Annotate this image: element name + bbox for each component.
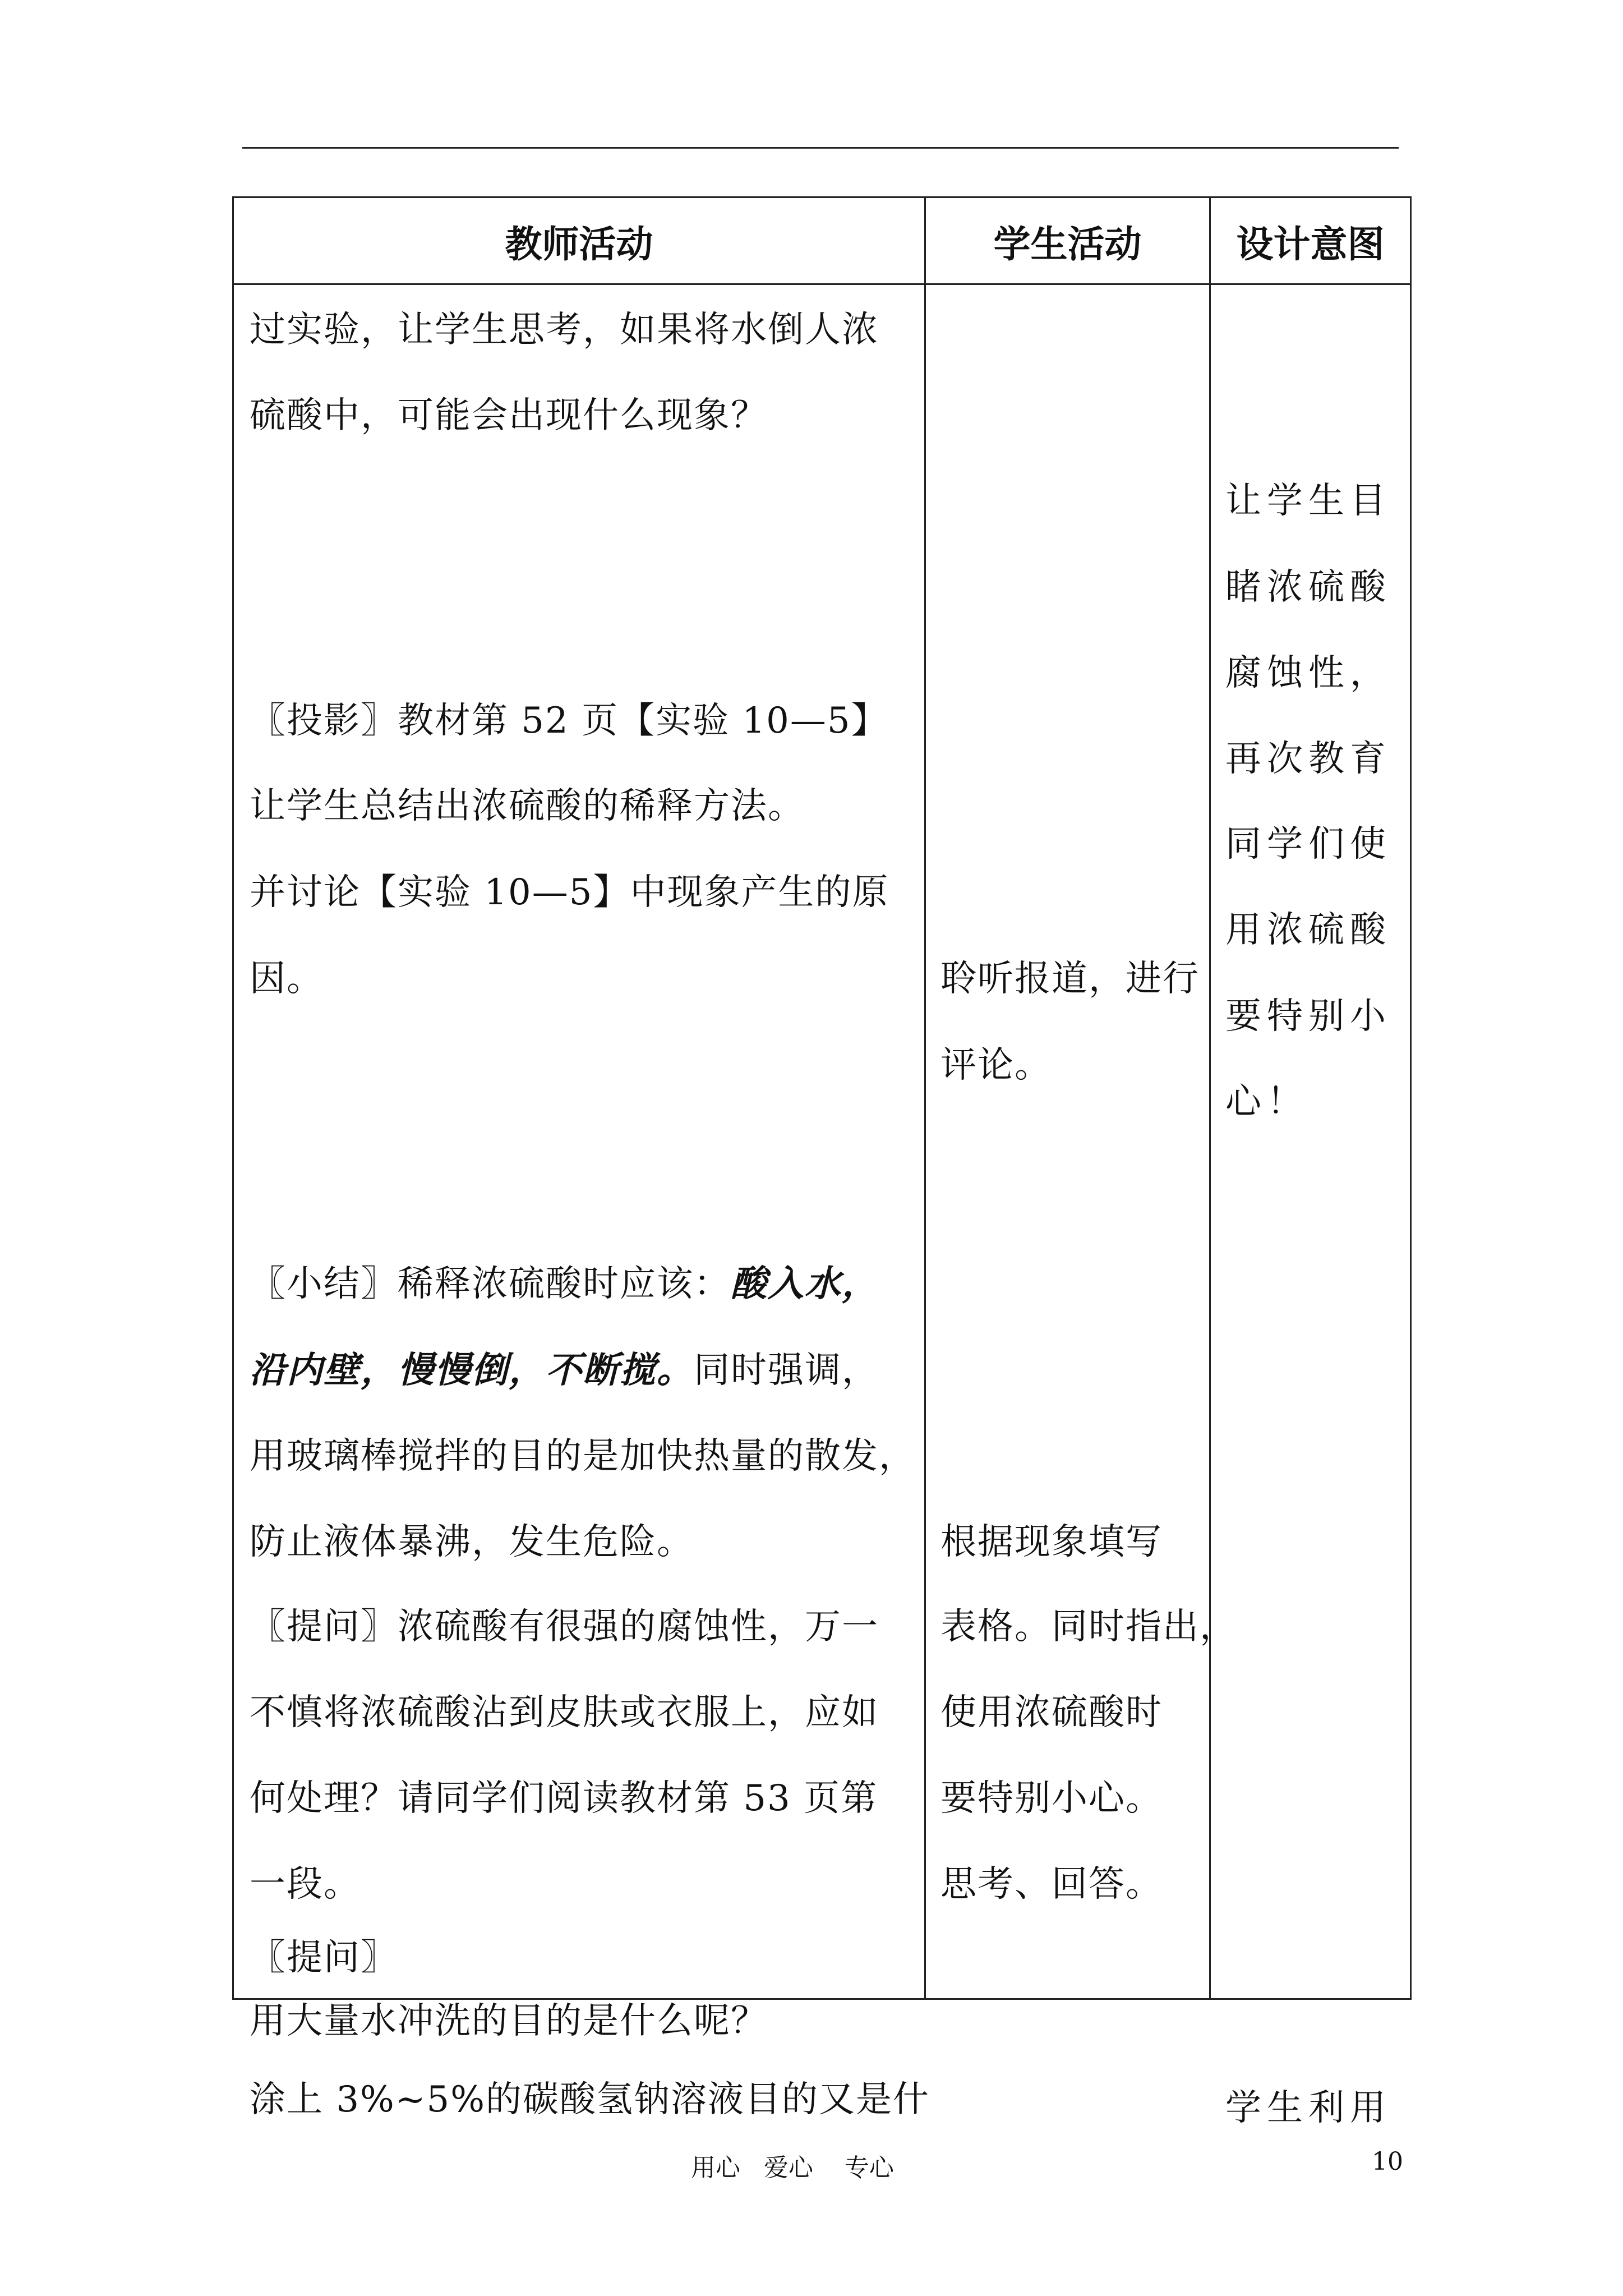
teacher-line: 不慎将浓硫酸沾到皮肤或衣服上，应如	[250, 1692, 879, 1733]
student-line: 要特别小心。	[940, 1778, 1163, 1819]
design-line: 腐蚀性，	[1225, 652, 1391, 694]
student-line: 根据现象填写	[940, 1521, 1163, 1563]
teacher-line: 用玻璃棒搅拌的目的是加快热量的散发，	[250, 1435, 916, 1477]
student-activity-cell	[925, 284, 1237, 1999]
summary-label: 〖小结〗稀释浓硫酸时应该：	[250, 1263, 731, 1305]
summary-line-2	[250, 1348, 879, 1393]
design-line: 让学生目	[1225, 480, 1391, 522]
footer-motto: 用心 爱心 专心	[691, 2154, 894, 2182]
design-line: 要特别小	[1225, 996, 1391, 1037]
teacher-line: 何处理？请同学们阅读教材第 53 页第	[250, 1778, 878, 1819]
summary-emphasis: 酸入水，	[731, 1263, 879, 1305]
teacher-line: 〖投影〗教材第 52 页【实验 10—5】	[250, 700, 888, 742]
teacher-line: 因。	[250, 958, 324, 1000]
design-line: 同学们使	[1225, 823, 1391, 865]
summary-tail: 同时强调，	[694, 1350, 879, 1391]
teacher-line: 用大量水冲洗的目的是什么呢？	[250, 2000, 768, 2042]
student-line: 表格。同时指出，	[940, 1606, 1237, 1648]
teacher-line: 涂上 3%~5%的碳酸氢钠溶液目的又是什	[250, 2079, 930, 2120]
design-line: 学生利用	[1225, 2087, 1391, 2129]
student-line: 评论。	[940, 1045, 1052, 1086]
header-student-activity: 学生活动	[925, 197, 1210, 284]
teacher-line: 〖提问〗	[250, 1937, 398, 1978]
lesson-table	[232, 196, 1412, 2129]
teacher-line: 并讨论【实验 10—5】中现象产生的原	[250, 872, 889, 913]
design-line: 心！	[1225, 1081, 1308, 1122]
table-body-row	[233, 284, 1411, 1999]
design-line: 再次教育	[1225, 738, 1391, 780]
design-line: 睹浓硫酸	[1225, 567, 1391, 608]
summary-line	[250, 1262, 879, 1306]
page-number: 10	[1372, 2147, 1403, 2176]
teacher-line: 过实验，让学生思考，如果将水倒人浓	[250, 309, 879, 351]
header-teacher-activity: 教师活动	[233, 197, 925, 284]
teacher-line: 防止液体暴沸，发生危险。	[250, 1521, 694, 1563]
header-rule	[242, 147, 1399, 149]
student-line: 聆听报道，进行	[940, 958, 1200, 1000]
teacher-line: 一段。	[250, 1864, 361, 1905]
student-line: 使用浓硫酸时	[940, 1692, 1163, 1733]
summary-emphasis-2: 沿内壁，慢慢倒，不断搅。	[250, 1349, 694, 1391]
header-design-intent: 设计意图	[1210, 197, 1411, 284]
teacher-activity-cell	[233, 284, 930, 2120]
teacher-line: 〖提问〗浓硫酸有很强的腐蚀性，万一	[250, 1606, 879, 1648]
teacher-line: 让学生总结出浓硫酸的稀释方法。	[250, 785, 805, 827]
student-line: 思考、回答。	[940, 1864, 1163, 1905]
table-header-row	[233, 197, 1411, 284]
teacher-line: 硫酸中，可能会出现什么现象？	[250, 395, 768, 436]
design-intent-cell	[1210, 284, 1411, 2129]
design-line: 用浓硫酸	[1225, 909, 1391, 951]
